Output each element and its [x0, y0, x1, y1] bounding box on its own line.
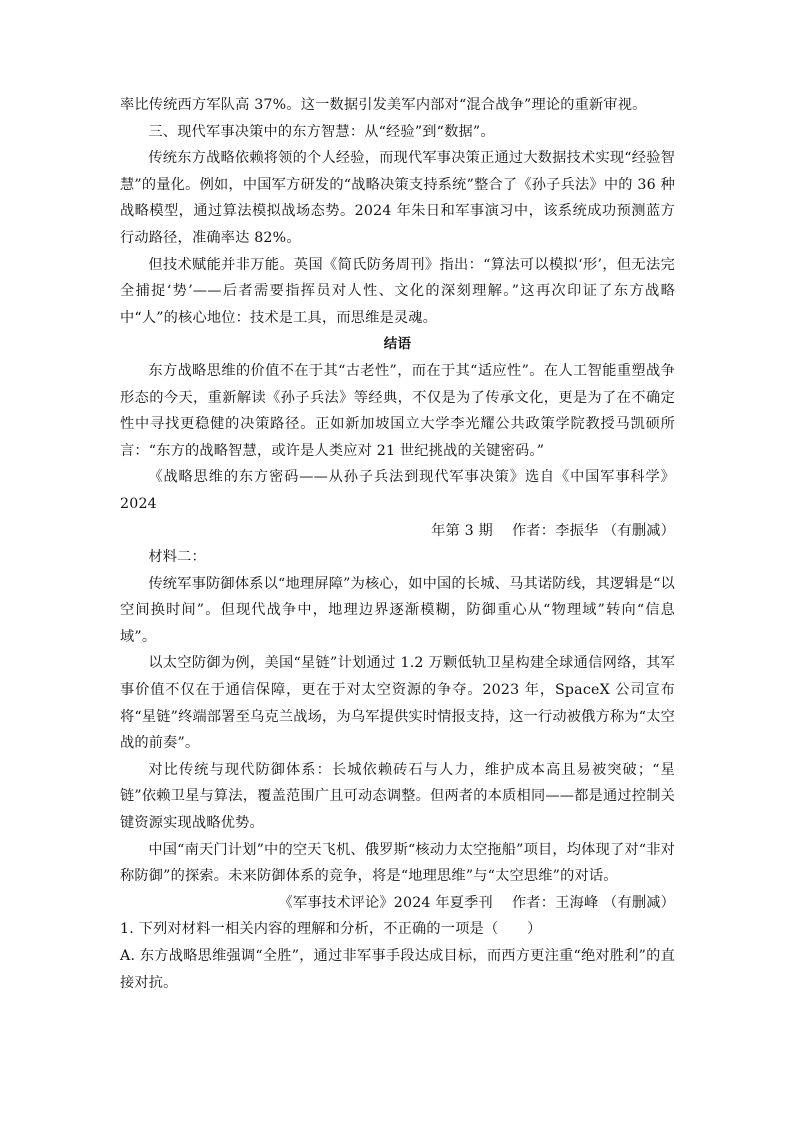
question-1-option-a: A. 东方战略思维强调“全胜”，通过非军事手段达成目标，而西方更注重“绝对胜利”的直接对抗。	[120, 948, 675, 991]
para-starlink: 以太空防御为例，美国“星链”计划通过 1.2 万颗低轨卫星构建全球通信网络，其军事价值不仅在于通信保障，更在于对太空资源的争夺。2023 年，SpaceX 公司宣布将“星链”终端部署至乌克兰战场，为乌军提供实时情报支持，这一行动被俄方称为“太空战的前奏”。	[120, 655, 675, 752]
source-citation-2: 《军事技术评论》2024 年夏季刊 作者：王海峰 （有删减）	[278, 894, 675, 911]
para-traditional-defense: 传统军事防御体系以“地理屏障”为核心，如中国的长城、马其诺防线，其逻辑是“以空间换时间”。但现代战争中，地理边界逐渐模糊，防御重心从“物理域”转向“信息域”。	[120, 575, 675, 645]
source-citation-1b: 年第 3 期 作者：李振华 （有删减）	[431, 522, 675, 539]
section-heading-3: 三、现代军事决策中的东方智慧：从“经验”到“数据”。	[148, 123, 495, 140]
source-citation-1a: 《战略思维的东方密码——从孙子兵法到现代军事决策》选自《中国军事科学》2024	[120, 469, 675, 512]
para-asymmetric: 中国“南天门计划”中的空天飞机、俄罗斯“核动力太空拖船”项目，均体现了对“非对称防御”的探索。未来防御体系的竞争，将是“地理思维”与“太空思维”的对话。	[120, 841, 675, 885]
conclusion-heading: 结语	[383, 336, 412, 353]
material-2-label: 材料二：	[148, 549, 206, 566]
para-data-decision: 传统东方战略依赖将领的个人经验，而现代军事决策正通过大数据技术实现“经验智慧”的量化。例如，中国军方研发的“战略决策支持系统”整合了《孙子兵法》中的 36 种战略模型，通过算法模拟战场态势。2024 年朱日和军事演习中，该系统成功预测蓝方行动路径，准确率达 82%。	[120, 150, 675, 246]
para-continued-stat: 率比传统西方军队高 37%。这一数据引发美军内部对“混合战争”理论的重新审视。	[120, 97, 647, 113]
question-1: 1. 下列对材料一相关内容的理解和分析，不正确的一项是（ ）	[120, 921, 542, 938]
para-conclusion: 东方战略思维的价值不在于其“古老性”，而在于其“适应性”。在人工智能重塑战争形态的今天，重新解读《孙子兵法》等经典，不仅是为了传承文化，更是为了在不确定性中寻找更稳健的决策路径。正如新加坡国立大学李光耀公共政策学院教授马凯硕所言：“东方的战略智慧，或许是人类应对 21 世纪挑战的关键密码。”	[120, 362, 675, 459]
para-tech-limits: 但技术赋能并非万能。英国《简氏防务周刊》指出：“算法可以模拟‘形’，但无法完全捕捉‘势’——后者需要指挥员对人性、文化的深刻理解。”这再次印证了东方战略中“人”的核心地位：技术是工具，而思维是灵魂。	[120, 256, 675, 326]
para-comparison: 对比传统与现代防御体系：长城依赖砖石与人力，维护成本高且易被突破；“星链”依赖卫星与算法，覆盖范围广且可动态调整。但两者的本质相同——都是通过控制关键资源实现战略优势。	[120, 761, 675, 832]
document-page	[120, 92, 675, 996]
